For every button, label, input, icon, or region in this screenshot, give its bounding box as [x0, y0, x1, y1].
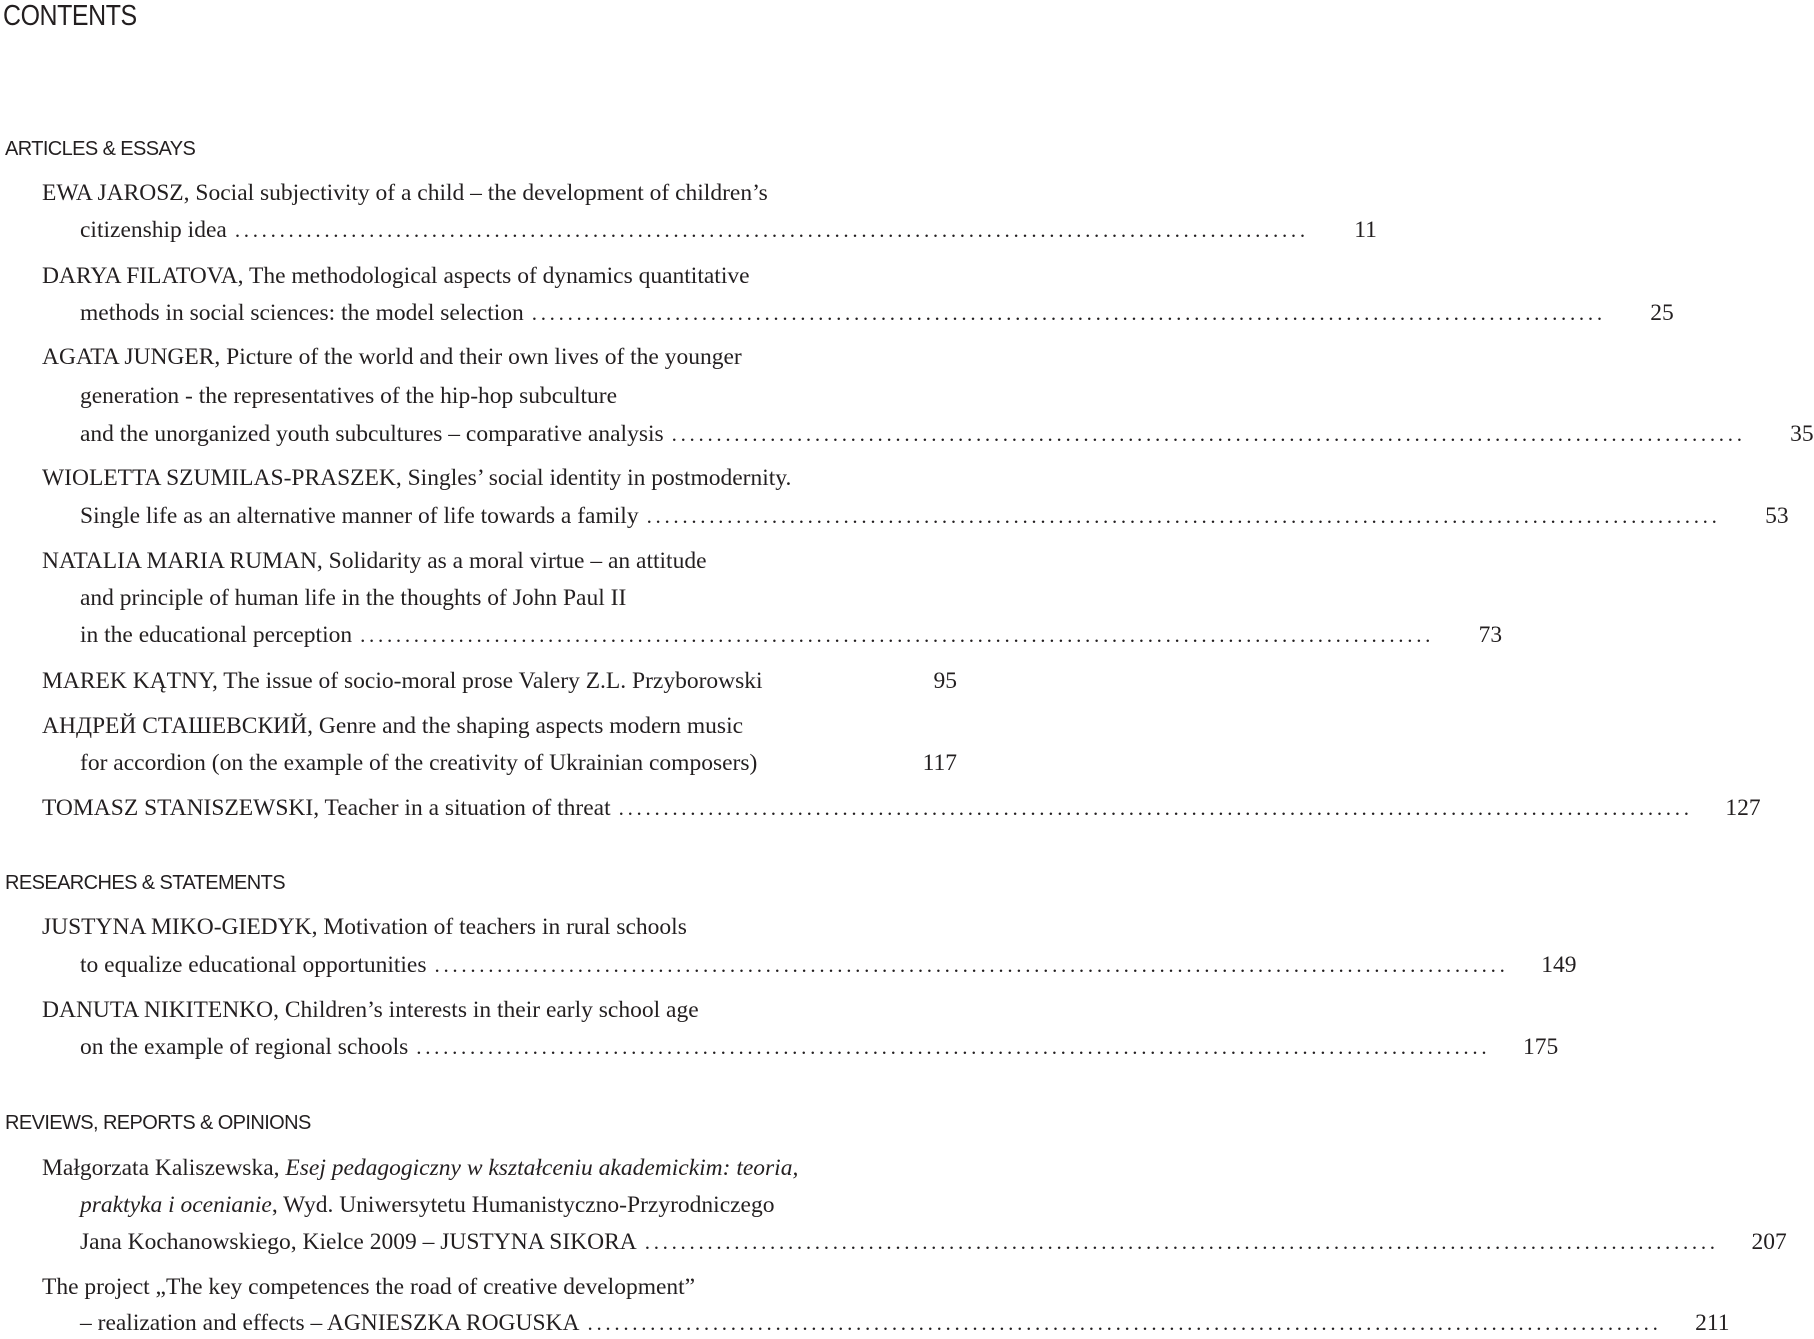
toc-entry-line: MAREK KĄTNY, The issue of socio-moral prose Valery Z.L. Przyborowski 95	[42, 665, 957, 697]
toc-entry-line: TOMASZ STANISZEWSKI, Teacher in a situation of threat ........................................................................................................................ 127	[42, 792, 957, 824]
page-number: 73	[1478, 622, 1503, 648]
leader-dots: ........................................................................................................................	[234, 218, 1309, 242]
leader-dots: ........................................................................................................................	[618, 796, 1693, 820]
toc-entry-line: praktyka i ocenianie, Wyd. Uniwersytetu Humanistyczno-Przyrodniczego	[80, 1192, 775, 1218]
leader-dots: ........................................................................................................................	[416, 1035, 1491, 1059]
page-number: 95	[933, 668, 957, 694]
toc-entry-line: Single life as an alternative manner of life towards a family ........................................................................................................................ 53	[80, 500, 957, 532]
toc-entry-line: methods in social sciences: the model selection ........................................................................................................................ 25	[80, 297, 957, 329]
toc-entry-line: JUSTYNA MIKO-GIEDYK, Motivation of teachers in rural schools	[42, 914, 687, 940]
toc-entry-line: DANUTA NIKITENKO, Children’s interests in their early school age	[42, 997, 699, 1023]
toc-entry-line: DARYA FILATOVA, The methodological aspects of dynamics quantitative	[42, 263, 750, 289]
section-heading-reviews: REVIEWS, REPORTS & OPINIONS	[5, 1112, 311, 1134]
page-number: 35	[1790, 421, 1814, 447]
page-number: 11	[1354, 217, 1377, 243]
leader-dots: ........................................................................................................................	[587, 1311, 1662, 1335]
section-heading-researches: RESEARCHES & STATEMENTS	[5, 872, 285, 894]
page-number: 127	[1725, 795, 1761, 821]
toc-entry-line: in the educational perception ........................................................................................................................ 73	[80, 619, 957, 651]
page-number: 175	[1523, 1034, 1559, 1060]
toc-entry-line: and the unorganized youth subcultures – comparative analysis ........................................................................................................................ 35	[80, 418, 957, 450]
toc-entry-line: The project „The key competences the road of creative development”	[42, 1274, 696, 1300]
leader-dots: ........................................................................................................................	[671, 422, 1746, 446]
toc-entry-line: AGATA JUNGER, Picture of the world and their own lives of the younger	[42, 344, 742, 370]
toc-entry-line: for accordion (on the example of the creativity of Ukrainian composers) 117	[80, 747, 957, 779]
leader-dots: ........................................................................................................................	[646, 504, 1721, 528]
page-number: 117	[922, 750, 957, 776]
toc-entry-line: and principle of human life in the thoughts of John Paul II	[80, 585, 627, 611]
toc-entry-line: citizenship idea ........................................................................................................................ 11	[80, 214, 957, 246]
page-number: 53	[1765, 503, 1789, 529]
toc-entry-line: generation - the representatives of the hip-hop subculture	[80, 383, 618, 409]
toc-entry-line: Jana Kochanowskiego, Kielce 2009 – JUSTYNA SIKORA ........................................................................................................................ 207	[80, 1226, 957, 1258]
page-title: CONTENTS	[3, 0, 137, 32]
toc-entry-line: EWA JAROSZ, Social subjectivity of a child – the development of children’s	[42, 180, 768, 206]
page-number: 207	[1751, 1229, 1787, 1255]
toc-entry-line: АНДРЕЙ СТАШЕВСКИЙ, Genre and the shaping aspects modern music	[42, 713, 744, 739]
page-number: 25	[1650, 300, 1674, 326]
leader-dots: ........................................................................................................................	[644, 1230, 1719, 1254]
toc-entry-line: Małgorzata Kaliszewska, Esej pedagogiczny w kształceniu akademickim: teoria,	[42, 1155, 799, 1181]
leader-dots: ........................................................................................................................	[434, 953, 1509, 977]
toc-entry-line: WIOLETTA SZUMILAS-PRASZEK, Singles’ social identity in postmodernity.	[42, 465, 792, 491]
toc-entry-line: on the example of regional schools ........................................................................................................................ 175	[80, 1031, 957, 1063]
leader-dots: ........................................................................................................................	[531, 301, 1606, 325]
toc-entry-line: – realization and effects – AGNIESZKA ROGUSKA ........................................................................................................................ 211	[80, 1307, 957, 1339]
section-heading-articles: ARTICLES & ESSAYS	[5, 138, 196, 160]
leader-dots: ........................................................................................................................	[360, 623, 1435, 647]
toc-entry-line: NATALIA MARIA RUMAN, Solidarity as a moral virtue – an attitude	[42, 548, 707, 574]
page-number: 149	[1541, 952, 1577, 978]
toc-entry-line: to equalize educational opportunities ........................................................................................................................ 149	[80, 949, 957, 981]
page-number: 211	[1695, 1310, 1730, 1336]
